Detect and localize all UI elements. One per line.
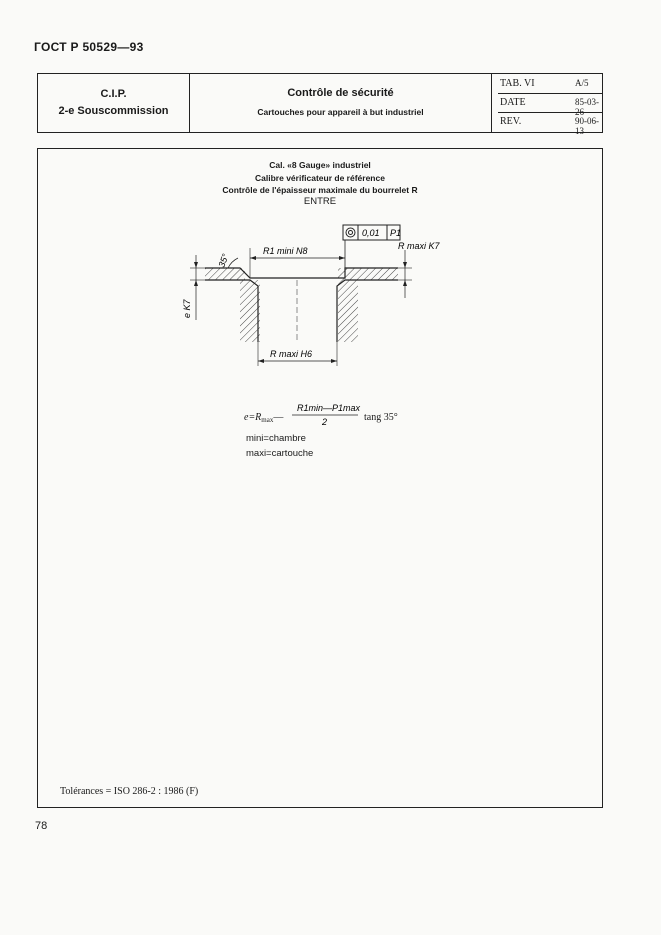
definition-maxi: maxi=cartouche bbox=[246, 448, 314, 459]
formula-denominator: 2 bbox=[322, 417, 328, 427]
formula-lhs: e=R bbox=[244, 412, 262, 423]
formula-numerator: R1min—P1max bbox=[297, 403, 361, 413]
meta-value: 90-06-13 bbox=[575, 116, 599, 136]
dimension-left bbox=[182, 255, 205, 320]
concentricity-icon bbox=[346, 228, 355, 237]
dimension-r1-mini: R1 mini N8 bbox=[263, 246, 308, 256]
meta-value: A/5 bbox=[575, 78, 589, 88]
dimension-right bbox=[398, 241, 441, 298]
formula-lhs-sub: max bbox=[261, 416, 274, 424]
meta-value: 85-03-26 bbox=[575, 97, 599, 117]
gauge-body bbox=[205, 268, 398, 342]
geometric-tolerance-frame bbox=[343, 225, 401, 268]
formula-tail: tang 35° bbox=[364, 412, 398, 423]
sheet-subtitle: Cartouches pour appareil à but industriel bbox=[257, 107, 424, 117]
angle-value: 35° bbox=[216, 252, 231, 269]
meta-label: DATE bbox=[500, 97, 526, 108]
org-name: C.I.P. bbox=[100, 88, 127, 100]
meta-label: TAB. VI bbox=[500, 78, 535, 89]
formula-fraction bbox=[292, 403, 361, 427]
dimension-top bbox=[250, 246, 345, 278]
formula-minus: — bbox=[273, 412, 284, 423]
content-title-entre: ENTRE bbox=[303, 196, 337, 207]
sheet-title: Contrôle de sécurité bbox=[287, 87, 394, 99]
org-subcommission: 2-e Souscommission bbox=[58, 105, 169, 117]
tolerance-value: 0,01 bbox=[362, 228, 380, 238]
tolerance-datum: P1 bbox=[390, 228, 402, 238]
definition-mini: mini=chambre bbox=[246, 433, 306, 444]
dimension-e-k7: e K7 bbox=[182, 299, 192, 318]
meta-label: REV. bbox=[500, 116, 522, 127]
dimension-bottom bbox=[258, 342, 337, 366]
content-title-3: Contrôle de l'épaisseur maximale du bourrelet R bbox=[222, 185, 418, 195]
dimension-r-maxi-h6: R maxi H6 bbox=[270, 349, 313, 359]
content-title-1: Cal. «8 Gauge» industriel bbox=[269, 160, 371, 170]
dimension-angle bbox=[216, 252, 238, 269]
page-number: 78 bbox=[35, 820, 48, 832]
standard-number: ГОСТ Р 50529—93 bbox=[34, 40, 144, 54]
dimension-r-maxi-k7: R maxi K7 bbox=[398, 241, 440, 251]
tolerances-note: Tolérances = ISO 286-2 : 1986 (F) bbox=[60, 786, 199, 797]
content-title-2: Calibre vérificateur de référence bbox=[255, 173, 385, 183]
formula bbox=[244, 412, 398, 424]
